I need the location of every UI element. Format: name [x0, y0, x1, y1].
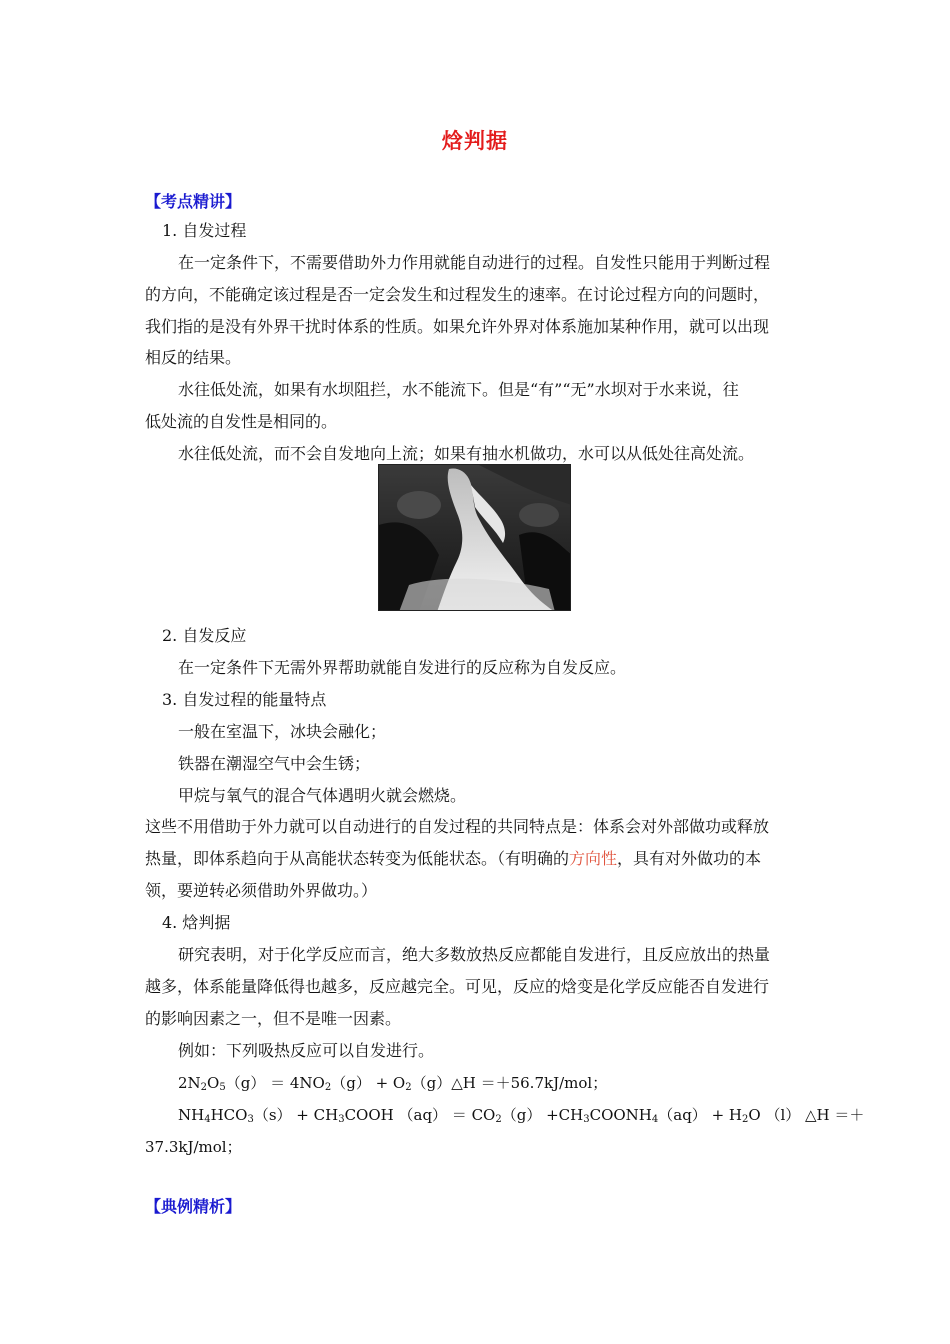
subscript: 2: [200, 1082, 208, 1093]
highlight-directionality: 方向性: [569, 849, 618, 868]
paragraph-line: 这些不用借助于外力就可以自动进行的自发过程的共同特点是：体系会对外部做功或释放: [145, 817, 770, 836]
paragraph-line: 的影响因素之一，但不是唯一因素。: [145, 1009, 402, 1028]
example-line: 一般在室温下，冰块会融化；: [178, 722, 387, 741]
example-line: 铁器在潮湿空气中会生锈；: [178, 754, 371, 773]
paragraph-line: 的方向，不能确定该过程是否一定会发生和过程发生的速率。在讨论过程方向的问题时，: [145, 285, 770, 304]
eq-text: （g） ＝ 4NO: [225, 1074, 325, 1092]
eq-text: （g） +CH: [501, 1106, 584, 1124]
paragraph-line: [145, 848, 761, 870]
subheading-spontaneous-reaction: 2. 自发反应: [162, 626, 247, 645]
paragraph-line: 我们指的是没有外界干扰时体系的性质。如果允许外界对体系施加某种作用，就可以出现: [145, 317, 770, 336]
eq-text: O: [207, 1074, 220, 1092]
waterfall-image: [379, 465, 571, 611]
paragraph-line: 领，要逆转必须借助外界做功。）: [145, 881, 378, 900]
eq-text: COONH: [589, 1106, 652, 1124]
subscript: 2: [742, 1114, 749, 1125]
subscript: 4: [204, 1114, 211, 1125]
equation-line-2: [178, 1104, 864, 1126]
subheading-energy-features: 3. 自发过程的能量特点: [162, 690, 327, 709]
waterfall-photo: [378, 464, 571, 611]
equation-line-1: [178, 1072, 607, 1094]
paragraph-line: 水往低处流，如果有水坝阻拦，水不能流下。但是“有”“无”水坝对于水来说，往: [178, 380, 739, 399]
eq-text: COOH （aq） ＝ CO: [344, 1106, 496, 1124]
eq-text: NH: [178, 1106, 205, 1124]
eq-text: （s） + CH: [253, 1106, 339, 1124]
subscript: 3: [338, 1114, 345, 1125]
subheading-enthalpy-criterion: 4. 焓判据: [162, 913, 231, 932]
paragraph-line: 水往低处流，而不会自发地向上流；如果有抽水机做功，水可以从低处往高处流。: [178, 444, 755, 463]
paragraph-line: 研究表明，对于化学反应而言，绝大多数放热反应都能自发进行，且反应放出的热量: [178, 945, 771, 964]
section-heading-examples: 【典例精析】: [145, 1197, 242, 1216]
section-heading-key-points: 【考点精讲】: [145, 192, 242, 211]
eq-text: （g） + O: [331, 1074, 406, 1092]
paragraph-line: 越多，体系能量降低得也越多，反应越完全。可见，反应的焓变是化学反应能否自发进行: [145, 977, 770, 996]
subscript: 2: [405, 1082, 412, 1093]
subscript: 2: [324, 1082, 332, 1093]
eq-text: O （l） △H ＝＋: [748, 1106, 865, 1124]
eq-text: 2N: [178, 1074, 201, 1092]
subscript: 5: [219, 1082, 226, 1093]
paragraph-line: 低处流的自发性是相同的。: [145, 412, 338, 431]
paragraph-line: 在一定条件下，不需要借助外力作用就能自动进行的过程。自发性只能用于判断过程: [178, 253, 771, 272]
equation-line-2-continued: 37.3kJ/mol；: [145, 1138, 242, 1156]
example-line: 甲烷与氧气的混合气体遇明火就会燃烧。: [178, 786, 467, 805]
paragraph-line: 相反的结果。: [145, 348, 242, 367]
text-span: 热量，即体系趋向于从高能状态转变为低能状态。（有明确的: [145, 849, 570, 868]
paragraph-line: 例如：下列吸热反应可以自发进行。: [178, 1041, 435, 1060]
subheading-spontaneous-process: 1. 自发过程: [162, 221, 247, 240]
eq-text: （g）△H ＝＋56.7kJ/mol；: [411, 1074, 608, 1092]
eq-text: HCO: [210, 1106, 248, 1124]
page-title: 焓判据: [442, 129, 508, 153]
subscript: 2: [495, 1114, 502, 1125]
eq-text: （aq） + H: [658, 1106, 742, 1124]
subscript: 3: [247, 1114, 254, 1125]
paragraph-line: 在一定条件下无需外界帮助就能自发进行的反应称为自发反应。: [178, 658, 627, 677]
subscript: 4: [651, 1114, 659, 1125]
subscript: 3: [583, 1114, 590, 1125]
text-span: ，具有对外做功的本: [617, 849, 762, 868]
